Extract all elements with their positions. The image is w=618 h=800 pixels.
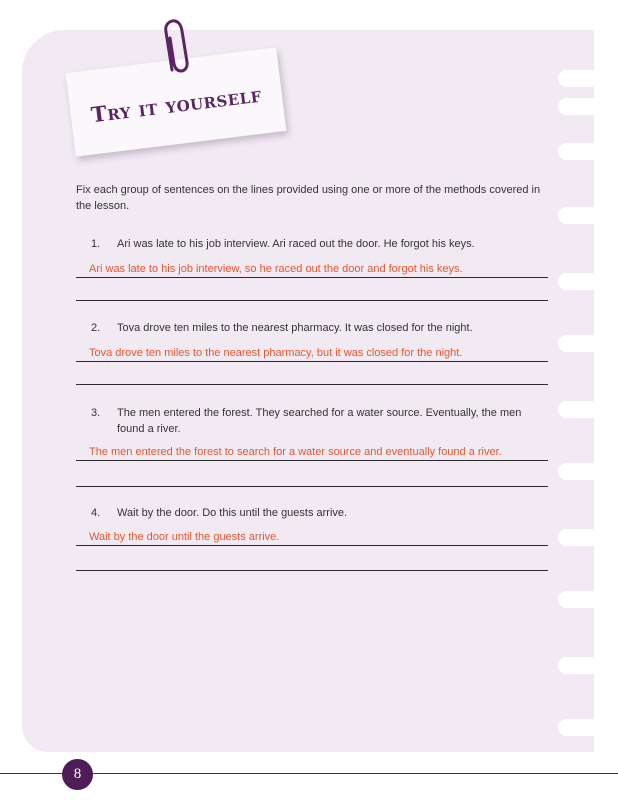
question-text: The men entered the forest. They searched for a water source. Eventually, the men found a river. — [117, 407, 522, 435]
question-item — [76, 405, 548, 458]
question-item — [76, 505, 548, 543]
binder-notch — [558, 591, 600, 608]
binder-notch — [558, 273, 600, 290]
question-item — [76, 320, 548, 359]
blank-answer-line[interactable] — [76, 300, 548, 301]
binder-notch — [558, 657, 600, 674]
blank-answer-line[interactable] — [76, 486, 548, 487]
page-title: Try it yourself — [89, 81, 263, 128]
question-item — [76, 236, 548, 275]
binder-notch — [558, 335, 600, 352]
binder-notch — [558, 719, 600, 736]
question-prompt — [76, 236, 548, 252]
question-text: Wait by the door. Do this until the guests arrive. — [117, 507, 348, 519]
binder-notch — [558, 207, 600, 224]
answer-line[interactable]: Wait by the door until the guests arrive. — [76, 528, 548, 546]
question-number: 1. — [91, 238, 101, 250]
binder-notch — [558, 463, 600, 480]
question-number: 3. — [91, 407, 101, 419]
paperclip-icon — [158, 18, 198, 78]
question-prompt — [76, 505, 548, 521]
answer-line[interactable]: The men entered the forest to search for a water source and eventually found a river. — [76, 443, 548, 461]
binder-notch — [558, 70, 600, 87]
blank-answer-line[interactable] — [76, 570, 548, 571]
question-text: Ari was late to his job interview. Ari raced out the door. He forgot his keys. — [117, 238, 475, 250]
answer-line[interactable]: Tova drove ten miles to the nearest pharmacy, but it was closed for the night. — [76, 344, 548, 362]
binder-notch — [558, 98, 600, 115]
question-number: 4. — [91, 507, 101, 519]
binder-notch — [558, 401, 600, 418]
question-text: Tova drove ten miles to the nearest pharmacy. It was closed for the night. — [117, 322, 473, 334]
question-prompt — [76, 405, 548, 437]
binder-notch — [558, 143, 600, 160]
instructions-text: Fix each group of sentences on the lines provided using one or more of the methods covered in the lesson. — [76, 184, 541, 212]
page-number-badge: 8 — [62, 759, 93, 790]
question-number: 2. — [91, 322, 101, 334]
answer-line[interactable]: Ari was late to his job interview, so he raced out the door and forgot his keys. — [76, 260, 548, 278]
question-prompt — [76, 320, 548, 336]
blank-answer-line[interactable] — [76, 384, 548, 385]
binder-notch — [558, 529, 600, 546]
